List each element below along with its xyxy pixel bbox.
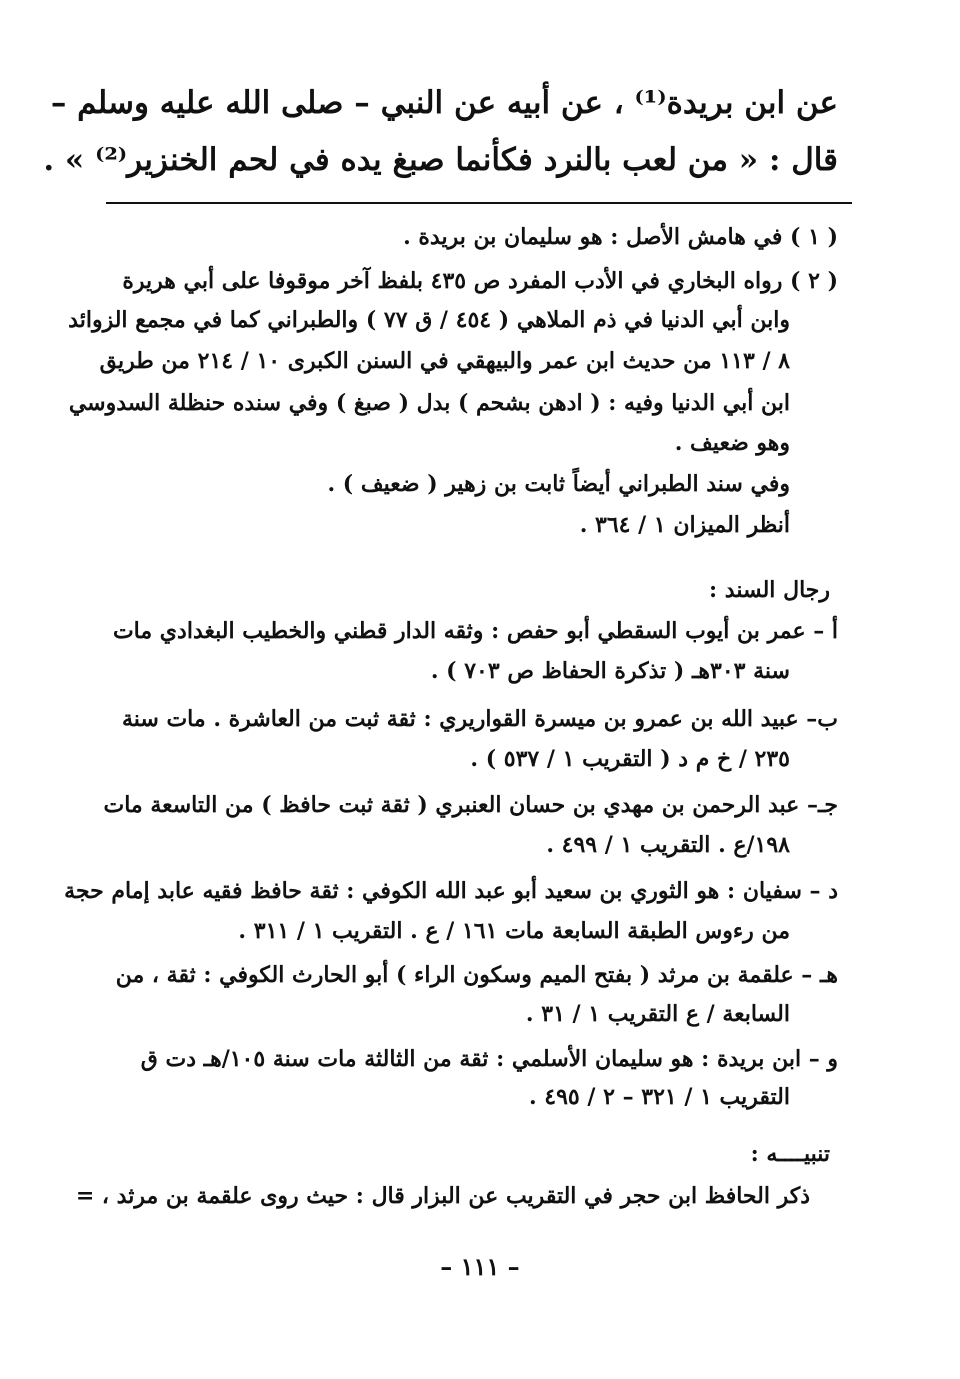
narrators-heading: رجال السند : bbox=[709, 577, 830, 603]
main-text-line: عن ابن بريدة⁽¹⁾ ، عن أبيه عن النبي – صلى الله عليه وسلم – bbox=[50, 85, 838, 121]
narrator-entry-a-line: سنة ٣٠٣هـ ( تذكرة الحفاظ ص ٧٠٣ ) . bbox=[430, 658, 790, 684]
narrator-entry-h-line: السابعة / ع التقريب ١ / ٣١ . bbox=[525, 1001, 790, 1027]
narrator-entry-b: ب– عبيد الله بن عمرو بن ميسرة القواريري : ثقة ثبت من العاشرة . مات سنة bbox=[121, 706, 838, 732]
narrator-entry-j: جـ– عبد الرحمن بن مهدي بن حسان العنبري ( ثقة ثبت حافظ ) من التاسعة مات bbox=[103, 792, 838, 818]
narrator-entry-j-line: ١٩٨/ع . التقريب ١ / ٤٩٩ . bbox=[546, 832, 790, 858]
narrator-entry-a: أ – عمر بن أيوب السقطي أبو حفص : وثقه الدار قطني والخطيب البغدادي مات bbox=[112, 618, 838, 644]
narrator-entry-d-line: من رءوس الطبقة السابعة مات ١٦١ / ع . التقريب ١ / ٣١١ . bbox=[238, 918, 790, 944]
footnote-2-line: ابن أبي الدنيا وفيه : ( ادهن بشحم ) بدل ( صبغ ) وفي سنده حنظلة السدوسي bbox=[68, 390, 790, 416]
main-text-line: قال : « من لعب بالنرد فكأنما صبغ يده في لحم الخنزير⁽²⁾ » . bbox=[43, 142, 838, 178]
footnote-1: ( ١ ) في هامش الأصل : هو سليمان بن بريدة . bbox=[403, 224, 838, 250]
footnote-2-line: وابن أبي الدنيا في ذم الملاهي ( ٤٥٤ / ق ٧٧ ) والطبراني كما في مجمع الزوائد bbox=[68, 307, 790, 333]
narrator-entry-w: و – ابن بريدة : هو سليمان الأسلمي : ثقة من الثالثة مات سنة ١٠٥/هـ دت ق bbox=[140, 1046, 838, 1072]
footnote-2-line: أنظر الميزان ١ / ٣٦٤ . bbox=[579, 512, 790, 538]
footnote-2: ( ٢ ) رواه البخاري في الأدب المفرد ص ٤٣٥ بلفظ آخر موقوفا على أبي هريرة bbox=[122, 268, 838, 294]
narrator-entry-h: هـ – علقمة بن مرثد ( بفتح الميم وسكون الراء ) أبو الحارث الكوفي : ثقة ، من bbox=[115, 962, 838, 988]
page-number: – ١١١ – bbox=[440, 1252, 520, 1281]
footnote-2-line: وفي سند الطبراني أيضاً ثابت بن زهير ( ضعيف ) . bbox=[327, 471, 790, 497]
notice-heading: تنبيــــه : bbox=[750, 1141, 830, 1167]
narrator-entry-b-line: ٢٣٥ / خ م د ( التقريب ١ / ٥٣٧ ) . bbox=[470, 746, 790, 772]
narrator-entry-w-line: التقريب ١ / ٣٢١ – ٢ / ٤٩٥ . bbox=[528, 1084, 790, 1110]
narrator-entry-d: د – سفيان : هو الثوري بن سعيد أبو عبد الله الكوفي : ثقة حافظ فقيه عابد إمام حجة bbox=[64, 878, 838, 904]
footnote-2-line: وهو ضعيف . bbox=[674, 430, 790, 456]
footnote-separator bbox=[106, 202, 852, 204]
notice-text: ذكر الحافظ ابن حجر في التقريب عن البزار قال : حيث روى علقمة بن مرثد ، = bbox=[75, 1183, 810, 1209]
footnote-2-line: ٨ / ١١٣ من حديث ابن عمر والبيهقي في السنن الكبرى ١٠ / ٢١٤ من طريق bbox=[99, 348, 790, 374]
